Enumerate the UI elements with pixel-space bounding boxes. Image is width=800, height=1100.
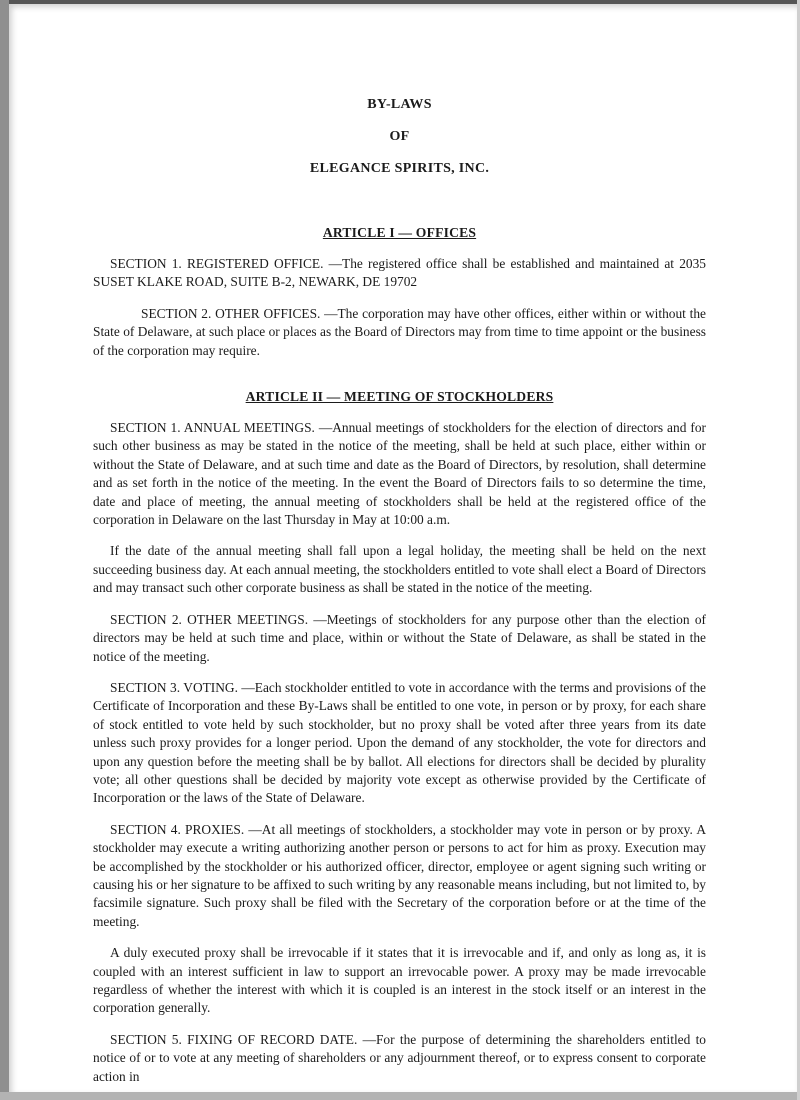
article-1-heading: ARTICLE I — OFFICES xyxy=(322,225,477,240)
article-2-section-4-continuation-paragraph: A duly executed proxy shall be irrevocable if it states that it is irrevocable and if, and only as long as, it is coupled with an interest sufficient in law to support an irrevocable power. A proxy may be made irrevocable regardless of whether the interest with which it is coupled is an interest in the stock itself or an interest in the corporation generally. xyxy=(93,945,706,1016)
article-2-section-2-paragraph: SECTION 2. OTHER MEETINGS. —Meetings of stockholders for any purpose other than the election of directors may be held at such time and place, within or without the State of Delaware, as shall be stated in the notice of the meeting. xyxy=(93,611,706,664)
article-2-section-1-paragraph: SECTION 1. ANNUAL MEETINGS. —Annual meetings of stockholders for the election of directors and for such other business as may be stated in the notice of the meeting, shall be held at such place, either within or without the State of Delaware, and at such time and date as the Board of Directors, by resolution, shall determine and as set forth in the notice of the meeting. In the event the Board of Directors fails to so determine the time, date and place of meeting, the annual meeting of stockholders shall be held at the registered office of the corporation in Delaware on the last Thursday in May at 10:00 a.m. xyxy=(93,420,706,528)
document-page xyxy=(9,4,797,1092)
company-name: ELEGANCE SPIRITS, INC. xyxy=(309,161,490,176)
article-2-section-5-paragraph: SECTION 5. FIXING OF RECORD DATE. —For the purpose of determining the shareholders entitled to notice of or to vote at any meeting of shareholders or any adjournment thereof, or to express consent to corporate action in xyxy=(93,1031,706,1084)
article-2-heading: ARTICLE II — MEETING OF STOCKHOLDERS xyxy=(245,389,554,405)
scan-edge-bottom xyxy=(0,1092,800,1100)
document-title-of: OF xyxy=(389,129,410,144)
scan-edge-left xyxy=(0,0,9,1100)
article-2-section-3-paragraph: SECTION 3. VOTING. —Each stockholder entitled to vote in accordance with the terms and provisions of the Certificate of Incorporation and these By-Laws shall be entitled to one vote, in person or by proxy, for each share of stock entitled to vote held by such stockholder, but no proxy shall be voted after three years from its date unless such proxy provides for a longer period. Upon the demand of any stockholder, the vote for directors and upon any question before the meeting shall be by ballot. All elections for directors shall be decided by plurality vote; all other questions shall be decided by majority vote except as otherwise provided by the Certificate of Incorporation or the laws of the State of Delaware. xyxy=(93,679,706,806)
article-2-section-1-continuation-paragraph: If the date of the annual meeting shall fall upon a legal holiday, the meeting shall be held on the next succeeding business day. At each annual meeting, the stockholders entitled to vote shall elect a Board of Directors and may transact such other corporate business as shall be stated in the notice of the meeting. xyxy=(93,543,706,596)
document-title: BY-LAWS xyxy=(367,97,432,112)
article-2-section-4-paragraph: SECTION 4. PROXIES. —At all meetings of stockholders, a stockholder may vote in person or by proxy. A stockholder may execute a writing authorizing another person or persons to act for him as proxy. Execution may be accomplished by the stockholder or his authorized officer, director, employee or agent signing such writing or causing his or her signature to be affixed to such writing by any reasonable means including, but not limited to, by facsimile signature. Such proxy shall be filed with the Secretary of the corporation before or at the time of the meeting. xyxy=(93,821,706,929)
document-title-block xyxy=(93,96,706,178)
article-1-section-1-paragraph: SECTION 1. REGISTERED OFFICE. —The registered office shall be established and maintained at 2035 SUSET KLAKE ROAD, SUITE B-2, NEWARK, DE 19702 xyxy=(93,256,706,290)
article-1-section-2-paragraph: SECTION 2. OTHER OFFICES. —The corporation may have other offices, either within or without the State of Delaware, at such place or places as the Board of Directors may from time to time appoint or the business of the corporation may require. xyxy=(93,305,706,358)
